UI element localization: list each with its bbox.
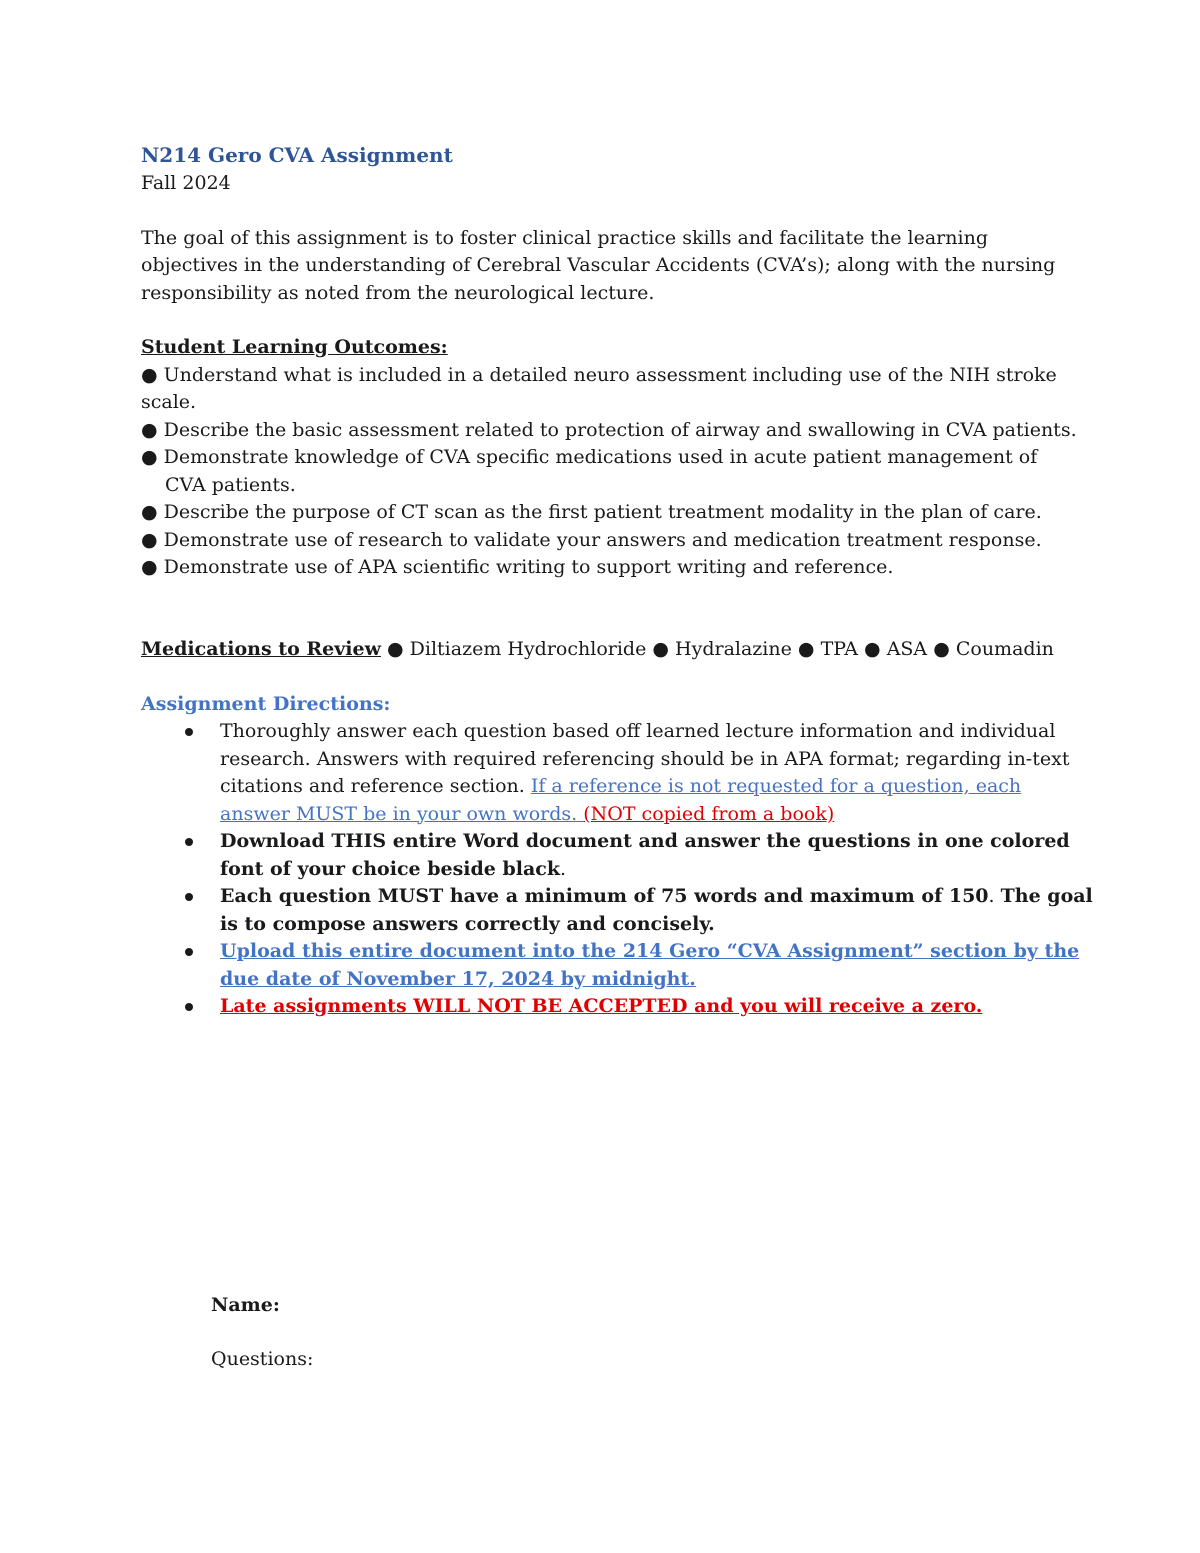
late-policy-warning: Late assignments WILL NOT BE ACCEPTED and you will receive a zero. [220, 995, 983, 1017]
document-body [141, 140, 1093, 1021]
medication-item: Coumadin [955, 637, 1054, 660]
outcome-item [141, 527, 1071, 555]
intro-line: The goal of this assignment is to foster clinical practice skills and facilitate the learning [141, 226, 988, 249]
outcome-item [141, 444, 1071, 472]
bullet-icon: ● [797, 637, 815, 660]
outcome-item [141, 499, 1071, 527]
due-date: due date of November 17, 2024 by midnight. [220, 967, 696, 990]
medication-item: Diltiazem Hydrochloride [409, 637, 647, 660]
answer-section [211, 1291, 313, 1373]
direction-text: . [988, 885, 1001, 907]
outcome-item [141, 362, 1071, 390]
outcome-text: Demonstrate knowledge of CVA specific medications used in acute patient management of [163, 446, 1038, 468]
medication-item: TPA [820, 637, 858, 660]
outcomes-list [141, 362, 1077, 582]
direction-text: Each question MUST have a minimum of 75 words and maximum of 150 [220, 885, 989, 907]
bullet-dot-icon [185, 728, 193, 736]
direction-text: The goal [1000, 885, 1093, 907]
bullet-icon: ● [141, 446, 158, 468]
outcome-text: Describe the purpose of CT scan as the first patient treatment modality in the plan of care. [163, 501, 1042, 523]
direction-text: . [560, 857, 567, 880]
directions-heading: Assignment Directions: [141, 693, 391, 715]
intro-line: responsibility as noted from the neurological lecture. [141, 281, 655, 304]
medication-item: ASA [886, 637, 928, 660]
bullet-dot-icon [185, 948, 193, 956]
own-words-note: If a reference is not requested for a question, each [530, 775, 1022, 797]
outcome-text: Demonstrate use of research to validate your answers and medication treatment response. [163, 528, 1042, 551]
outcome-continuation: scale. [141, 391, 197, 413]
direction-text: citations and reference section. [220, 775, 531, 797]
direction-text: font of your choice beside black [220, 857, 561, 880]
bullet-icon: ● [387, 637, 404, 660]
bullet-icon: ● [141, 501, 158, 523]
direction-item [141, 993, 1071, 1021]
medications-line [141, 636, 1071, 664]
direction-text: is to compose answers correctly and concisely. [220, 912, 715, 935]
bullet-icon: ● [141, 363, 158, 386]
outcome-continuation: CVA patients. [165, 473, 296, 496]
outcomes-heading: Student Learning Outcomes: [141, 336, 448, 358]
term-label: Fall 2024 [141, 172, 231, 194]
outcome-text: Demonstrate use of APA scientific writing to support writing and reference. [163, 556, 894, 578]
direction-text: Download THIS entire Word document and answer the questions in one colored [220, 830, 1070, 852]
direction-item [141, 718, 1071, 828]
outcome-item [141, 417, 1077, 445]
outcome-item [141, 554, 1071, 582]
intro-paragraph [141, 225, 1071, 308]
medications-heading: Medications to Review [141, 637, 381, 660]
questions-label: Questions: [211, 1348, 314, 1370]
bullet-dot-icon [185, 838, 193, 846]
upload-instruction: Upload this entire document into the 214 Gero “CVA Assignment” section by the [220, 940, 1080, 962]
directions-list [141, 718, 1093, 1021]
direction-item [141, 883, 1093, 938]
own-words-note: answer MUST be in your own words. [220, 802, 584, 825]
bullet-dot-icon [185, 893, 193, 901]
direction-text: research. Answers with required referencing should be in APA format; regarding in-text [220, 747, 1070, 770]
medication-item: Hydralazine [675, 637, 792, 660]
direction-item [141, 828, 1071, 883]
bullet-icon: ● [141, 556, 158, 578]
name-label: Name: [211, 1294, 280, 1316]
bullet-icon: ● [864, 637, 881, 660]
bullet-icon: ● [652, 637, 669, 660]
bullet-dot-icon [185, 1003, 193, 1011]
bullet-icon: ● [141, 528, 158, 551]
direction-item [141, 938, 1080, 993]
bullet-icon: ● [141, 418, 158, 441]
intro-line: objectives in the understanding of Cerebral Vascular Accidents (CVA’s); along with the nursing [141, 254, 1056, 276]
direction-text: Thoroughly answer each question based off learned lecture information and individual [220, 720, 1056, 742]
not-copied-note: (NOT copied from a book) [583, 802, 835, 825]
document-title: N214 Gero CVA Assignment [141, 143, 453, 167]
bullet-icon: ● [933, 637, 950, 660]
outcome-text: Describe the basic assessment related to protection of airway and swallowing in CVA patients. [163, 418, 1077, 441]
outcome-text: Understand what is included in a detailed neuro assessment including use of the NIH stroke [163, 363, 1057, 386]
